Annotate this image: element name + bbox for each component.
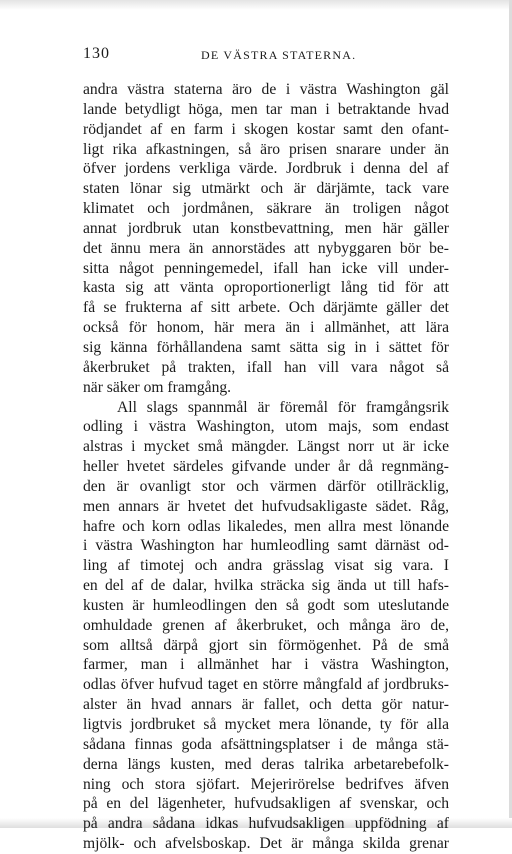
page-top-edge [0,0,512,10]
text-line: få se frukterna af sitt arbete. Och därjämte gäller det [83,299,449,317]
text-line: heller hvetet särdeles gifvande under år då regnmäng- [83,458,449,476]
text-line: men annars är hvetet det hufvudsakligaste sädet. Råg, [83,497,449,515]
text-line: kasta sig att vänta oproportionerligt lång tid för att [83,279,449,297]
text-line: i västra Washington har humleodling samt därnäst od- [83,537,449,555]
text-line: staten lönar sig utmärkt och är därjämte, tack vare [83,180,449,198]
text-line: odling i västra Washington, utom majs, som endast [83,418,449,436]
text-line: på en del lägenheter, hufvudsakligen af svenskar, och [83,795,449,813]
paragraph-start-line: All slags spannmål är föremål för framgångsrik [117,398,449,416]
text-line: den är ovanligt stor och värmen därför otillräcklig, [83,477,449,495]
running-head: DE VÄSTRA STATERNA. [201,48,357,62]
text-line: sådana finnas goda afsättningsplatser i de många stä- [83,735,449,753]
paragraph-end-line: när säker om framgång. [83,378,232,396]
text-line: på andra sådana idkas hufvudsakligen uppfödning af [83,815,449,833]
text-line: en del af de dalar, hvilka sträcka sig ända ut till hafs- [83,577,449,595]
text-line: annat jordbruk utan konstbevattning, men här gäller [83,219,449,237]
text-line: öfver jordens verkliga värde. Jordbruk i denna del af [83,160,449,178]
text-line: andra västra staterna äro de i västra Washington gäl [83,81,449,98]
text-line: derna längs kusten, med deras talrika arbetarebefolk- [83,755,449,773]
text-line: rödjandet af en farm i skogen kostar samt den ofant- [83,120,449,138]
text-line: hafre och korn odlas likaledes, men allra mest lönande [83,517,449,535]
text-line: omhuldade grenen af åkerbruket, och många äro de, [83,616,449,634]
text-line: åkerbruket på trakten, ifall han vill vara något så [83,358,449,376]
text-line: också för honom, här mera än i allmänhet, att lära [83,319,449,337]
text-line: kusten är humleodlingen den så godt som uteslutande [83,596,449,614]
text-line: sig känna förhållandena samt sätta sig in i sättet för [83,338,449,356]
text-line: sitta något penningemedel, ifall han icke vill under- [83,259,449,277]
text-line: ning och stora sjöfart. Mejerirörelse bedrifves äfven [83,775,449,793]
text-line: odlas öfver hufvud taget en större mångfald af jordbruks- [83,676,449,694]
text-line: ligtvis jordbruket så mycket mera lönande, ty för alla [83,716,449,733]
text-line: det ännu mera än annorstädes att nybyggaren bör be- [83,239,449,257]
text-line: som alltså därpå gjort sin förmögenhet. På de små [83,636,449,654]
text-line: alstras i mycket små mängder. Längst norr ut är icke [83,438,449,456]
text-line: mjölk- och afvelsboskap. Det är många skilda grenar [83,835,449,853]
text-line: klimatet och jordmånen, säkrare än troligen något [83,200,449,218]
body-text [83,80,449,854]
text-line: alster än hvad annars är fallet, och detta gör natur- [83,696,449,714]
text-line: ligt rika afkastningen, så äro prisen snarare under än [83,140,449,158]
text-line: ling af timotej och andra grässlag visat sig vara. I [83,557,449,575]
page-header [83,45,448,67]
text-line: lande betydligt höga, men tar man i betraktande hvad [83,100,449,118]
page-number: 130 [83,45,110,62]
text-line: farmer, man i allmänhet har i västra Washington, [83,656,449,674]
